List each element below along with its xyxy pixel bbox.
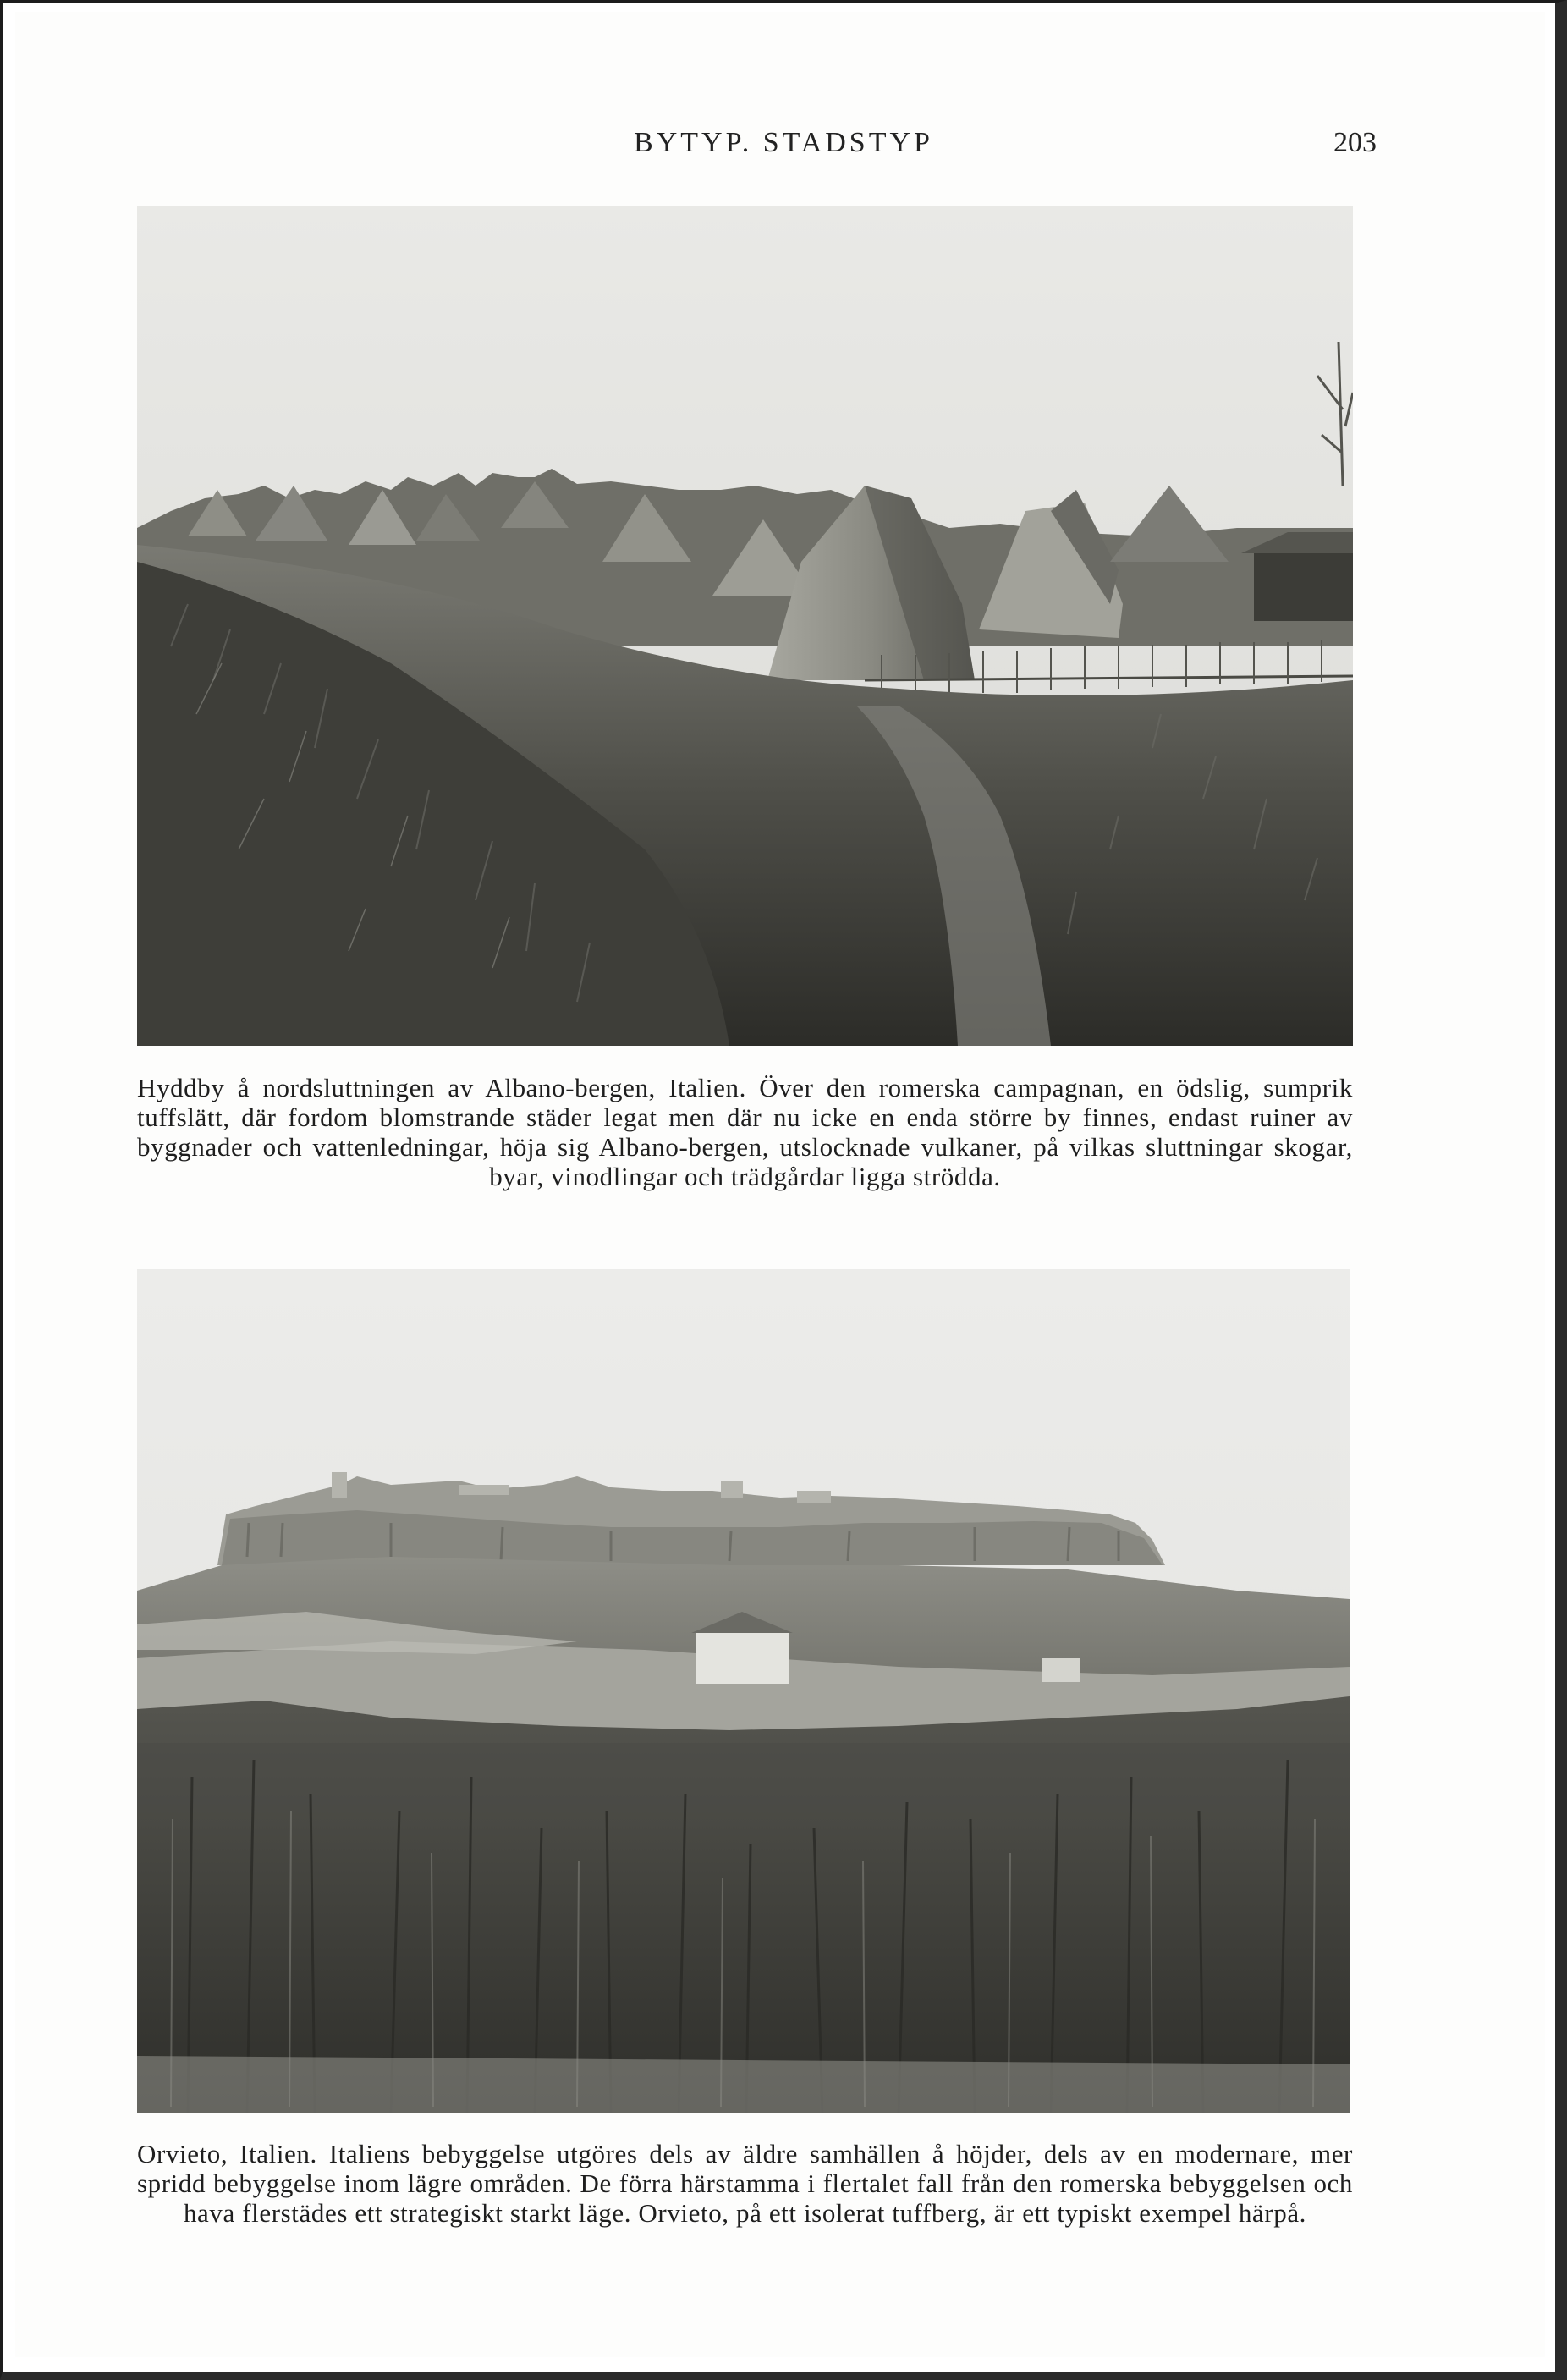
orvieto-photo-drawing <box>137 1269 1350 2113</box>
caption-hut-village: Hyddby å nordsluttningen av Albano-bergen, Italien. Över den romerska campagnan, en ödslig, sumprik tuffslätt, där fordom blomstrande städer legat men där nu icke en enda större by finnes, endast ruiner av byggnader och vattenledningar, höja sig Albano-bergen, utslocknade vulkaner, på vilkas sluttningar skogar, byar, vinodlingar och trädgårdar ligga strödda. <box>137 1073 1353 1191</box>
photo-orvieto <box>137 1269 1350 2113</box>
page-number: 203 <box>1333 127 1377 158</box>
running-head <box>0 127 1567 161</box>
caption-orvieto: Orvieto, Italien. Italiens bebyggelse utgöres dels av äldre samhällen å höjder, dels av en modernare, mer spridd bebyggelse inom lägre områden. De förra härstamma i flertalet fall från den romerska bebyggelsen och hava flerstädes ett strategiskt starkt läge. Orvieto, på ett isolerat tuffberg, är ett typiskt exempel härpå. <box>137 2139 1353 2228</box>
photo-hut-village <box>137 206 1353 1046</box>
running-title: BYTYP. STADSTYP <box>634 127 933 158</box>
hut-village-photo-drawing <box>137 206 1353 1046</box>
